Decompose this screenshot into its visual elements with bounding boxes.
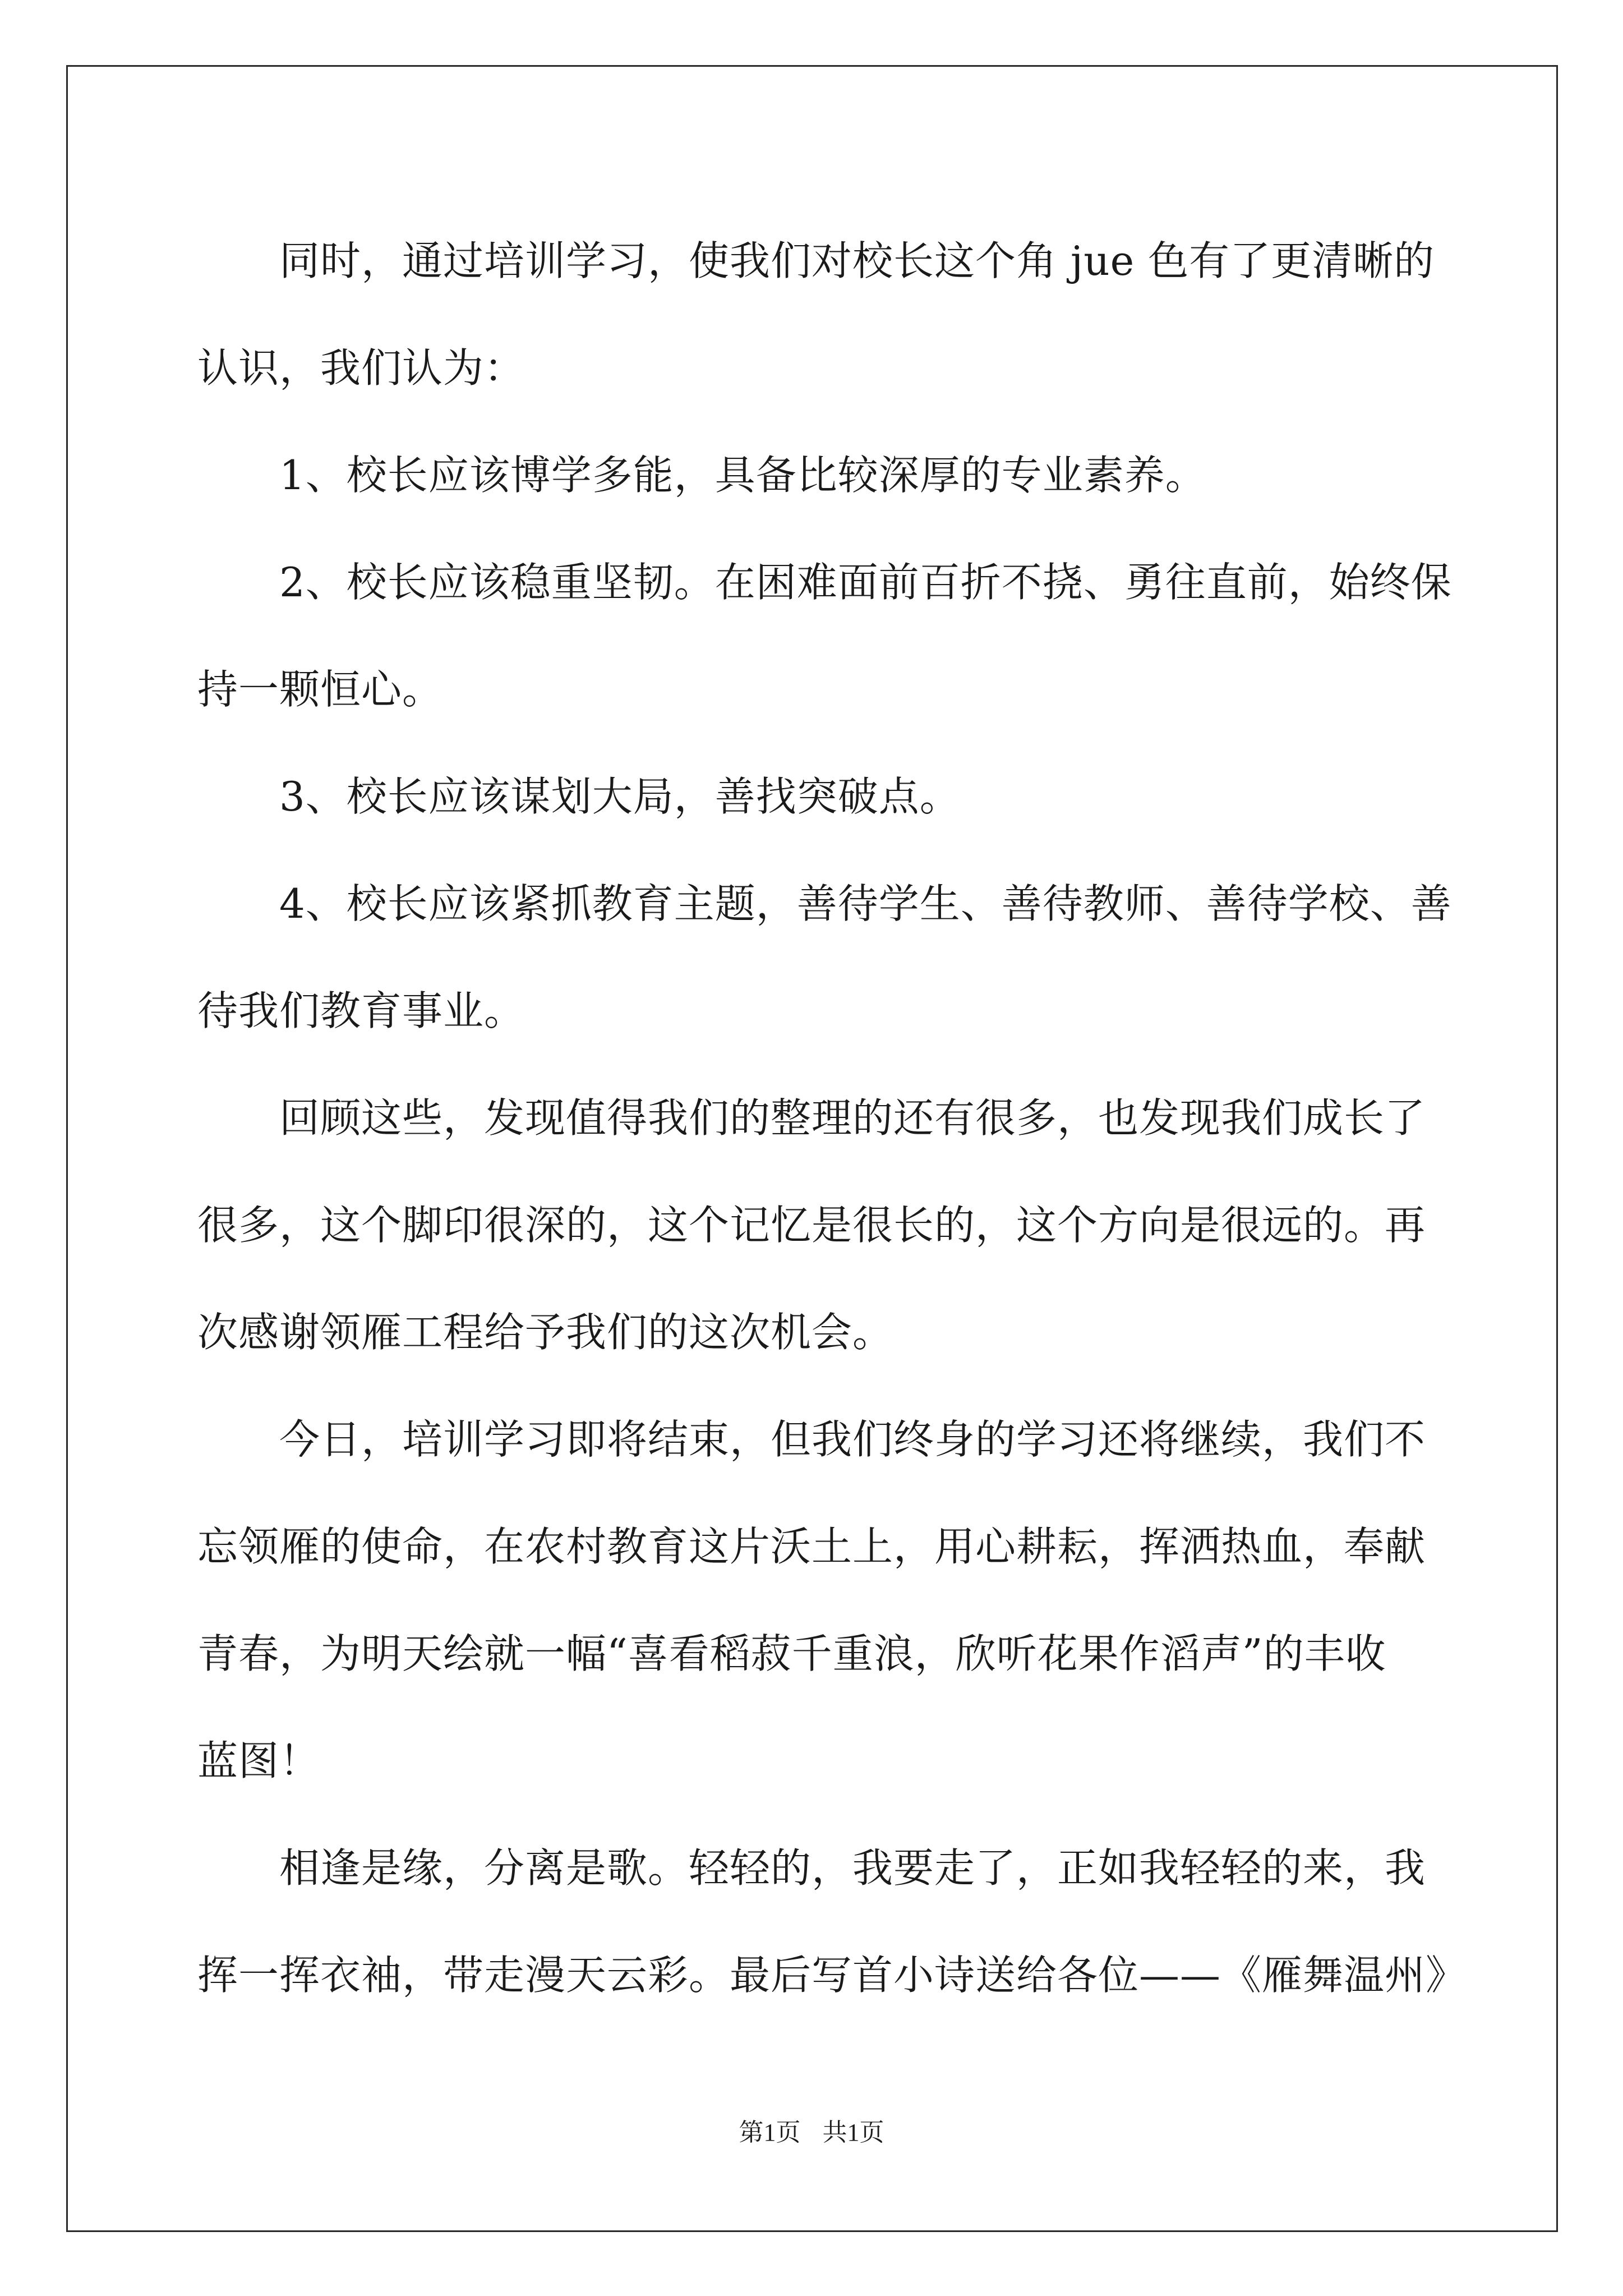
- paragraph: [197, 1386, 1431, 1815]
- text-line: 4、校长应该紧抓教育主题，善待学生、善待教师、善待学校、善: [279, 880, 1452, 927]
- text-line: 很多，这个脚印很深的，这个记忆是很长的，这个方向是很远的。再: [197, 1202, 1426, 1249]
- page-number-current: 第1页: [739, 2119, 801, 2146]
- paragraph: [197, 743, 1431, 850]
- text-line: 蓝图！: [197, 1737, 321, 1784]
- page-number-total: 共1页: [822, 2119, 884, 2146]
- text-line: 忘领雁的使命，在农村教育这片沃土上，用心耕耘，挥洒热血，奉献: [197, 1523, 1426, 1570]
- text-line: 同时，通过培训学习，使我们对校长这个角 jue 色有了更清晰的: [279, 237, 1435, 284]
- text-line: 今日，培训学习即将结束，但我们终身的学习还将继续，我们不: [279, 1416, 1426, 1463]
- text-line: 2、校长应该稳重坚韧。在困难面前百折不挠、勇往直前，始终保: [279, 559, 1452, 606]
- text-line: 待我们教育事业。: [197, 987, 525, 1034]
- text-line: 挥一挥衣袖，带走漫天云彩。最后写首小诗送给各位——《雁舞温州》: [197, 1952, 1467, 1999]
- text-line: 次感谢领雁工程给予我们的这次机会。: [197, 1309, 894, 1356]
- text-line: 1、校长应该博学多能，具备比较深厚的专业素养。: [279, 452, 1206, 499]
- text-line: 认识，我们认为：: [197, 344, 525, 392]
- text-line: 相逢是缘，分离是歌。轻轻的，我要走了，正如我轻轻的来，我: [279, 1844, 1426, 1892]
- text-line: 3、校长应该谋划大局，善找突破点。: [279, 773, 961, 820]
- paragraph: [197, 422, 1431, 529]
- text-line: 青春，为明天绘就一幅“喜看稻菽千重浪，欣听花果作滔声”的丰收: [197, 1630, 1386, 1677]
- paragraph: [197, 1065, 1431, 1386]
- text-line: 回顾这些，发现值得我们的整理的还有很多，也发现我们成长了: [279, 1094, 1426, 1142]
- page-footer: [0, 2112, 1623, 2148]
- paragraph: [197, 850, 1452, 1065]
- paragraph: [197, 1815, 1467, 2029]
- paragraph: [197, 208, 1435, 422]
- paragraph: [197, 529, 1452, 743]
- text-line: 持一颗恒心。: [197, 666, 444, 713]
- document-body: [197, 208, 1467, 2029]
